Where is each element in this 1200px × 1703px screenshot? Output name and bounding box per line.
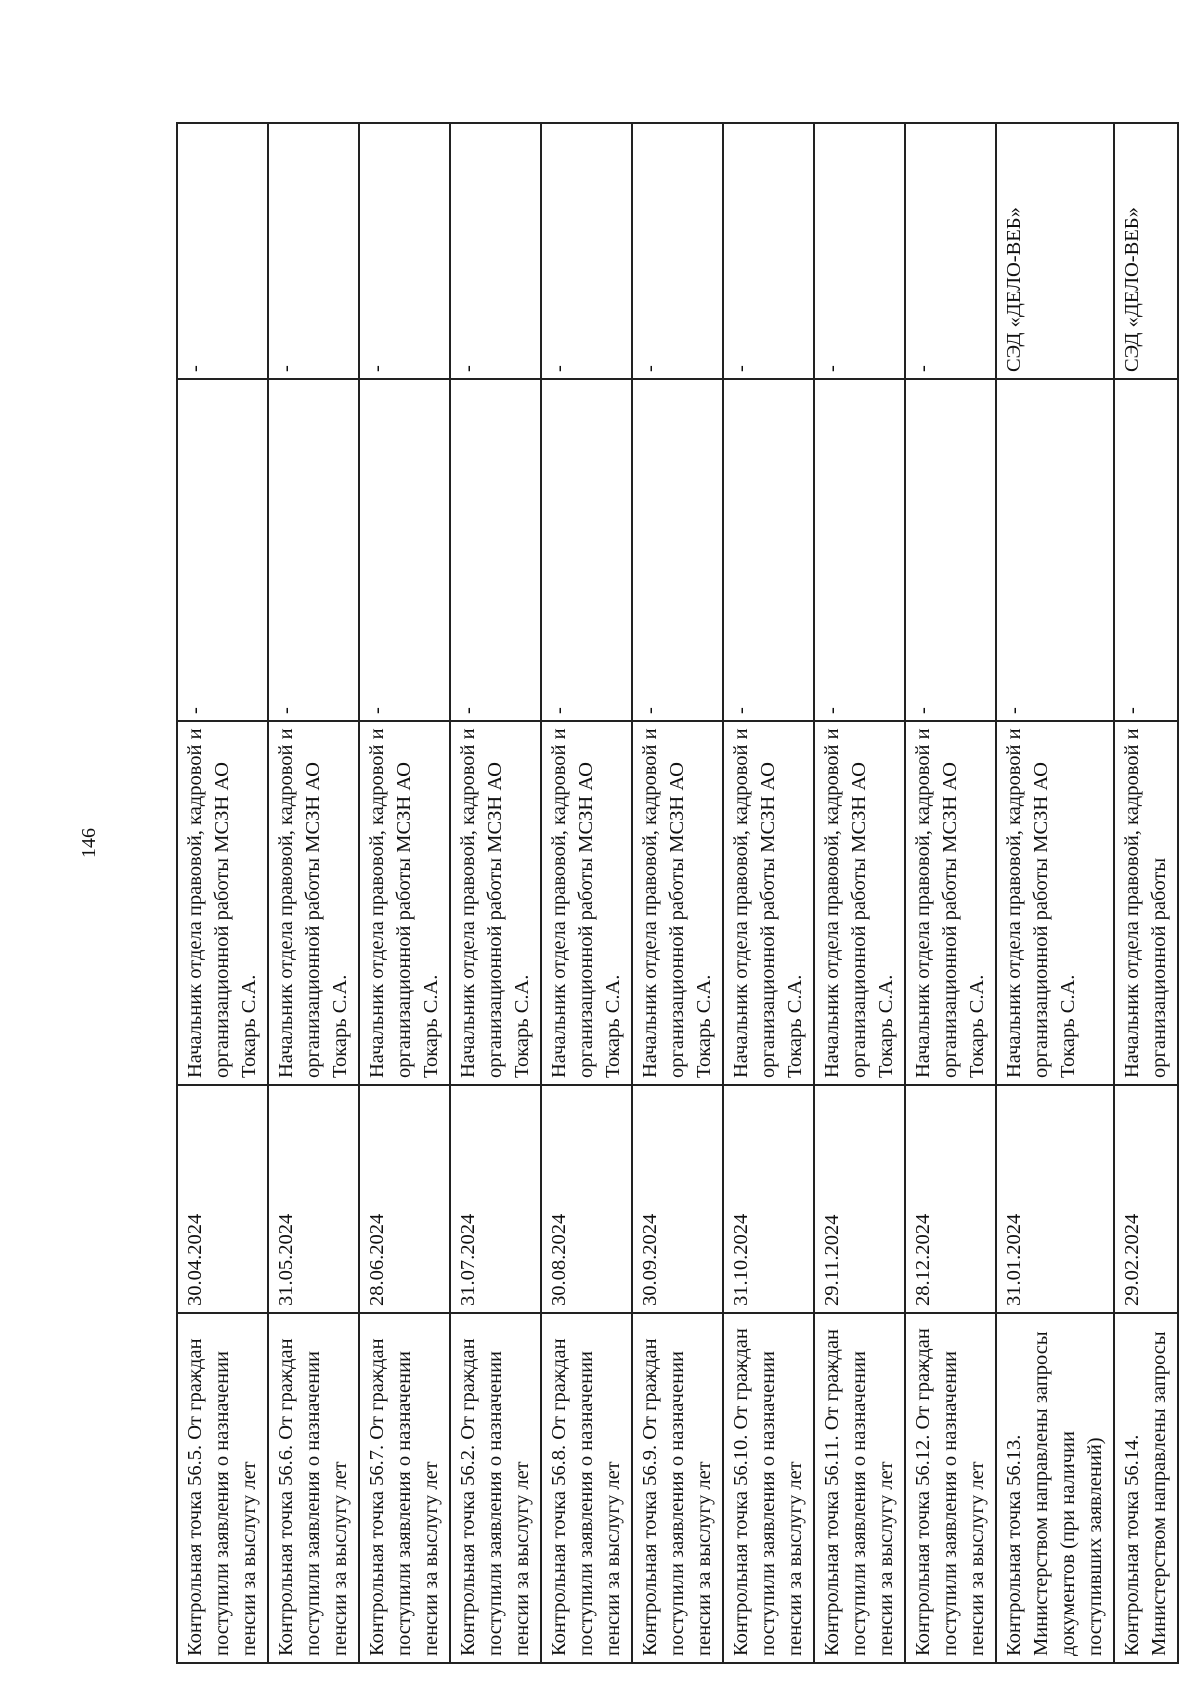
date-cell: 31.01.2024 xyxy=(996,1085,1114,1313)
control-point-cell: Контрольная точка 56.14. Министерством направлены запросы xyxy=(1114,1313,1178,1663)
page-number: 146 xyxy=(78,828,100,858)
dash-cell: - xyxy=(632,379,723,721)
control-point-cell: Контрольная точка 56.6. От граждан поступили заявления о назначении пенсии за выслугу лет xyxy=(268,1313,359,1663)
table-row xyxy=(1114,123,1178,1663)
control-point-cell: Контрольная точка 56.13. Министерством направлены запросы документов (при наличии поступивших заявлений) xyxy=(996,1313,1114,1663)
control-point-cell: Контрольная точка 56.9. От граждан поступили заявления о назначении пенсии за выслугу лет xyxy=(632,1313,723,1663)
dash-cell: - xyxy=(905,379,996,721)
date-cell: 28.12.2024 xyxy=(905,1085,996,1313)
table-row xyxy=(268,123,359,1663)
date-cell: 29.02.2024 xyxy=(1114,1085,1178,1313)
table-row xyxy=(996,123,1114,1663)
responsible-cell: Начальник отдела правовой, кадровой и организационной работы МСЗН АО Токарь С.А. xyxy=(541,721,632,1085)
system-cell: - xyxy=(359,123,450,379)
system-cell: СЭД «ДЕЛО-ВЕБ» xyxy=(996,123,1114,379)
responsible-cell: Начальник отдела правовой, кадровой и организационной работы МСЗН АО Токарь С.А. xyxy=(177,721,268,1085)
table-row xyxy=(541,123,632,1663)
date-cell: 30.09.2024 xyxy=(632,1085,723,1313)
dash-cell: - xyxy=(541,379,632,721)
date-cell: 31.10.2024 xyxy=(723,1085,814,1313)
responsible-cell: Начальник отдела правовой, кадровой и организационной работы МСЗН АО Токарь С.А. xyxy=(450,721,541,1085)
control-point-cell: Контрольная точка 56.10. От граждан поступили заявления о назначении пенсии за выслугу лет xyxy=(723,1313,814,1663)
dash-cell: - xyxy=(1114,379,1178,721)
date-cell: 31.07.2024 xyxy=(450,1085,541,1313)
responsible-cell: Начальник отдела правовой, кадровой и организационной работы МСЗН АО Токарь С.А. xyxy=(996,721,1114,1085)
responsible-cell: Начальник отдела правовой, кадровой и организационной работы МСЗН АО Токарь С.А. xyxy=(814,721,905,1085)
control-point-cell: Контрольная точка 56.12. От граждан поступили заявления о назначении пенсии за выслугу лет xyxy=(905,1313,996,1663)
system-cell: - xyxy=(632,123,723,379)
date-cell: 30.08.2024 xyxy=(541,1085,632,1313)
table-row xyxy=(450,123,541,1663)
dash-cell: - xyxy=(177,379,268,721)
table-row xyxy=(359,123,450,1663)
control-point-cell: Контрольная точка 56.2. От граждан поступили заявления о назначении пенсии за выслугу лет xyxy=(450,1313,541,1663)
system-cell: - xyxy=(541,123,632,379)
dash-cell: - xyxy=(996,379,1114,721)
responsible-cell: Начальник отдела правовой, кадровой и организационной работы МСЗН АО Токарь С.А. xyxy=(632,721,723,1085)
control-points-table xyxy=(176,122,1179,1664)
responsible-cell: Начальник отдела правовой, кадровой и организационной работы xyxy=(1114,721,1178,1085)
responsible-cell: Начальник отдела правовой, кадровой и организационной работы МСЗН АО Токарь С.А. xyxy=(723,721,814,1085)
date-cell: 30.04.2024 xyxy=(177,1085,268,1313)
dash-cell: - xyxy=(450,379,541,721)
dash-cell: - xyxy=(814,379,905,721)
system-cell: - xyxy=(905,123,996,379)
table-body xyxy=(177,123,1178,1663)
control-point-cell: Контрольная точка 56.8. От граждан поступили заявления о назначении пенсии за выслугу лет xyxy=(541,1313,632,1663)
date-cell: 29.11.2024 xyxy=(814,1085,905,1313)
control-point-cell: Контрольная точка 56.7. От граждан поступили заявления о назначении пенсии за выслугу лет xyxy=(359,1313,450,1663)
table-row xyxy=(905,123,996,1663)
date-cell: 31.05.2024 xyxy=(268,1085,359,1313)
control-point-cell: Контрольная точка 56.5. От граждан поступили заявления о назначении пенсии за выслугу лет xyxy=(177,1313,268,1663)
table-row xyxy=(814,123,905,1663)
system-cell: СЭД «ДЕЛО-ВЕБ» xyxy=(1114,123,1178,379)
responsible-cell: Начальник отдела правовой, кадровой и организационной работы МСЗН АО Токарь С.А. xyxy=(268,721,359,1085)
responsible-cell: Начальник отдела правовой, кадровой и организационной работы МСЗН АО Токарь С.А. xyxy=(905,721,996,1085)
table-row xyxy=(723,123,814,1663)
system-cell: - xyxy=(268,123,359,379)
date-cell: 28.06.2024 xyxy=(359,1085,450,1313)
table-row xyxy=(632,123,723,1663)
system-cell: - xyxy=(814,123,905,379)
rotated-table-container xyxy=(176,124,1170,1664)
dash-cell: - xyxy=(359,379,450,721)
system-cell: - xyxy=(723,123,814,379)
dash-cell: - xyxy=(723,379,814,721)
system-cell: - xyxy=(177,123,268,379)
table-row xyxy=(177,123,268,1663)
responsible-cell: Начальник отдела правовой, кадровой и организационной работы МСЗН АО Токарь С.А. xyxy=(359,721,450,1085)
system-cell: - xyxy=(450,123,541,379)
control-point-cell: Контрольная точка 56.11. От граждан поступили заявления о назначении пенсии за выслугу лет xyxy=(814,1313,905,1663)
dash-cell: - xyxy=(268,379,359,721)
